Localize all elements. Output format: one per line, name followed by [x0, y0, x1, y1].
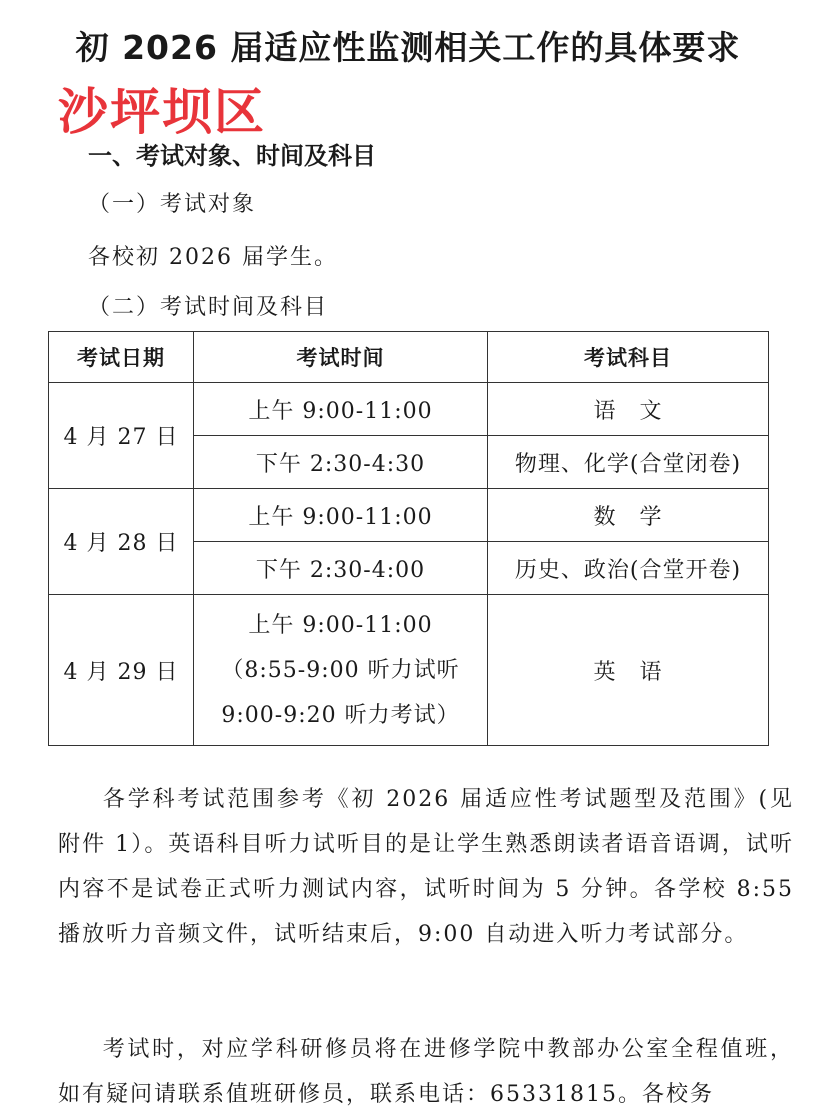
time-line: 上午 9:00-11:00 — [248, 612, 433, 638]
time-cell: 上午 9:00-11:00 — [194, 383, 488, 436]
subject-cell: 英 语 — [488, 595, 769, 746]
time-line: （8:55-9:00 听力试听 — [221, 657, 460, 683]
section-heading-1: 一、考试对象、时间及科目 — [88, 142, 376, 170]
table-header-row — [49, 332, 769, 383]
subject-cell: 物理、化学(合堂闭卷) — [488, 436, 769, 489]
time-cell — [194, 595, 488, 746]
date-cell: 4 月 29 日 — [49, 595, 194, 746]
district-stamp: 沙坪坝区 — [58, 83, 266, 141]
subject-cell: 语 文 — [488, 383, 769, 436]
date-cell: 4 月 27 日 — [49, 383, 194, 489]
subsection-heading-2: （二）考试时间及科目 — [88, 295, 329, 320]
document-title: 初 2026 届适应性监测相关工作的具体要求 — [75, 28, 741, 67]
subsection-body-1: 各校初 2026 届学生。 — [88, 245, 338, 270]
table-row — [49, 595, 769, 746]
subject-cell: 历史、政治(合堂开卷) — [488, 542, 769, 595]
time-line: 9:00-9:20 听力考试） — [221, 702, 460, 728]
header-time: 考试时间 — [194, 332, 488, 383]
time-cell: 下午 2:30-4:00 — [194, 542, 488, 595]
table-row — [49, 489, 769, 542]
table-row — [49, 383, 769, 436]
header-subject: 考试科目 — [488, 332, 769, 383]
time-cell: 下午 2:30-4:30 — [194, 436, 488, 489]
subsection-heading-1: （一）考试对象 — [88, 192, 257, 217]
date-cell: 4 月 28 日 — [49, 489, 194, 595]
paragraph-exam-scope: 各学科考试范围参考《初 2026 届适应性考试题型及范围》(见附件 1）。英语科目听力试听目的是让学生熟悉朗读者语音语调，试听内容不是试卷正式听力测试内容，试听时间为 5 分钟。各学校 8:55 播放听力音频文件，试听结束后，9:00 自动进入听力考试部分。 — [58, 787, 794, 947]
exam-schedule-table — [48, 331, 769, 746]
header-date: 考试日期 — [49, 332, 194, 383]
subject-cell: 数 学 — [488, 489, 769, 542]
time-cell: 上午 9:00-11:00 — [194, 489, 488, 542]
paragraph-duty-contact: 考试时，对应学科研修员将在进修学院中教部办公室全程值班，如有疑问请联系值班研修员，联系电话：65331815。各校务 — [58, 1037, 794, 1107]
